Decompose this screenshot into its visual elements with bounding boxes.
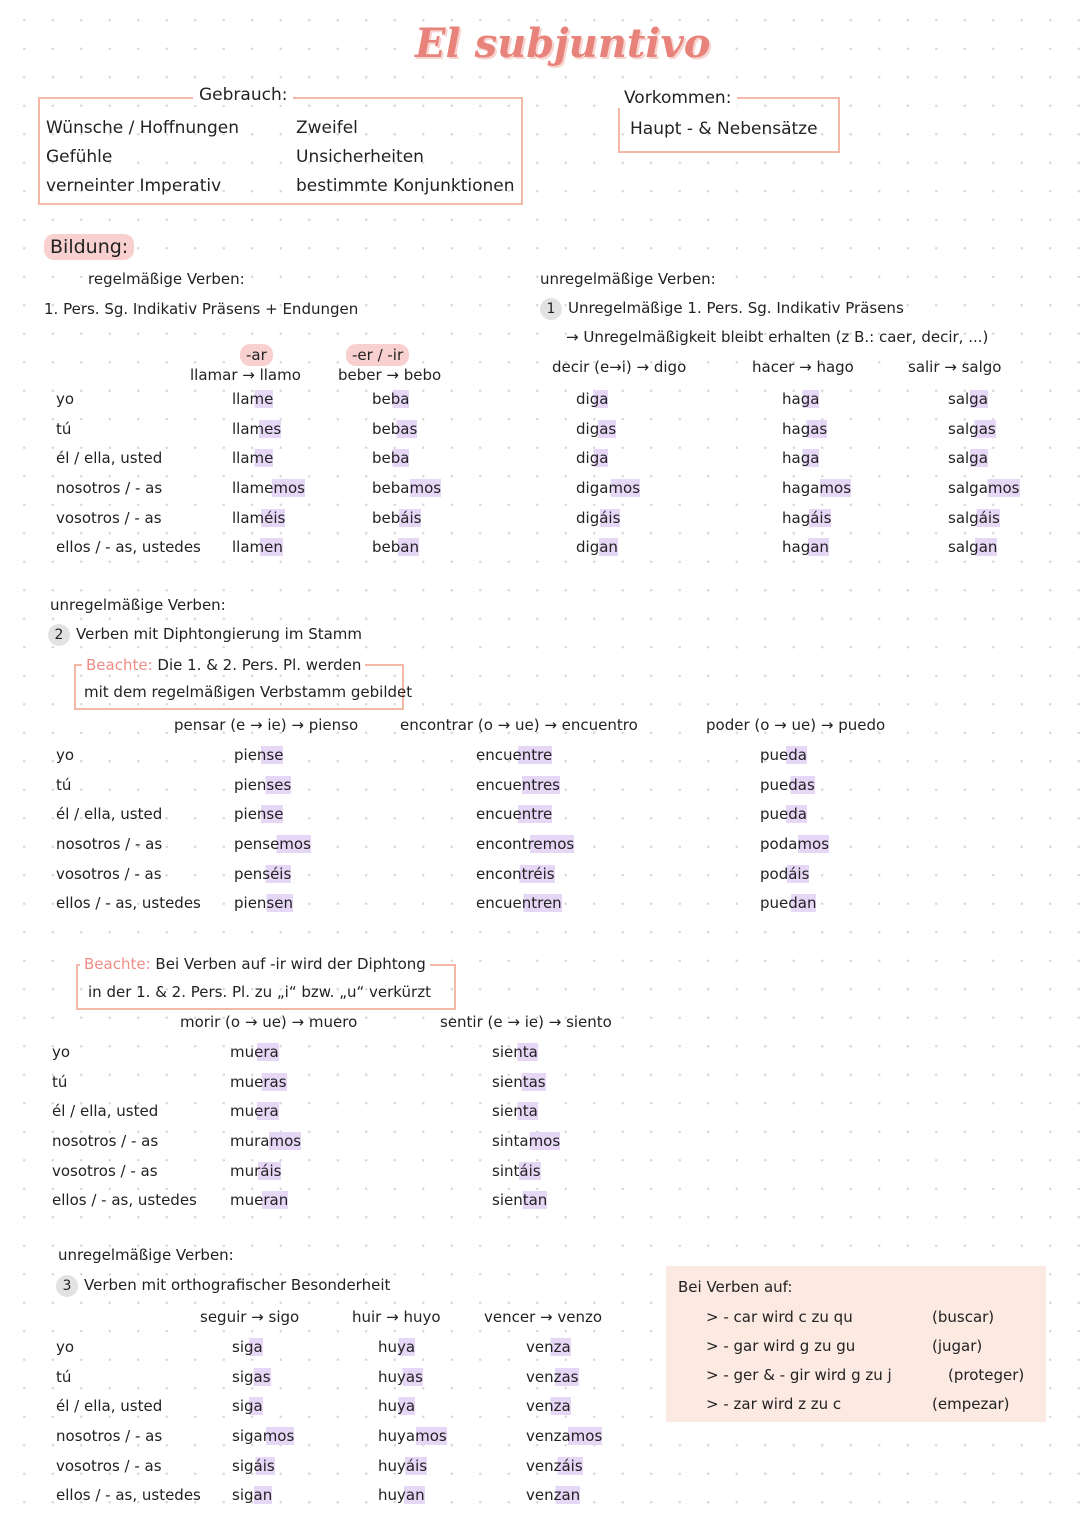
conj-form: haga (782, 449, 820, 468)
note-rule: > - gar wird g zu gu (706, 1337, 856, 1355)
pronoun-list (56, 390, 201, 568)
verb-head: hacer → hago (752, 358, 854, 376)
pronoun: ellos / - as, ustedes (56, 1486, 201, 1505)
bildung-label: Bildung: (44, 234, 134, 260)
vorkommen-text: Haupt - & Nebensätze (630, 119, 818, 139)
conj-form: siga (232, 1338, 263, 1356)
conj-form: beba (372, 449, 410, 468)
conj-form: sigáis (232, 1456, 275, 1475)
conj-form: pueda (760, 746, 807, 764)
pronoun: yo (52, 1043, 71, 1061)
verb-head: huir → huyo (352, 1308, 441, 1326)
note-rule: > - zar wird z zu c (706, 1395, 842, 1413)
beachte2-line-1: Beachte: Bei Verben auf -ir wird der Diphtong (80, 955, 430, 973)
conj-form: llames (232, 419, 282, 438)
regular-heading: regelmäßige Verben: (88, 270, 245, 288)
pronoun-list (52, 1043, 197, 1221)
conj-form: salga (948, 449, 988, 468)
irregular1-rule-line: 1 Unregelmäßige 1. Pers. Sg. Indikativ Präsens (540, 298, 904, 320)
pronoun: vosotros / - as (56, 864, 162, 883)
pronoun: tú (56, 419, 72, 438)
conj-salir (948, 390, 1020, 568)
section2-rule-line: 2 Verben mit Diphtongierung im Stamm (48, 624, 362, 646)
verb-head: sentir (e → ie) → siento (440, 1013, 612, 1031)
pronoun: vosotros / - as (56, 508, 162, 527)
conj-pensar (234, 746, 311, 924)
number-badge: 2 (48, 624, 70, 646)
pronoun: él / ella, usted (56, 1397, 163, 1416)
conj-form: pensemos (234, 835, 311, 854)
conj-form: sintáis (492, 1161, 541, 1180)
conj-form: venza (526, 1397, 571, 1416)
gebrauch-item: Wünsche / Hoffnungen (46, 118, 239, 138)
conj-form: venzáis (526, 1456, 583, 1475)
conj-form: encontremos (476, 835, 575, 854)
conj-form: hagáis (782, 508, 832, 527)
section3-rule-line: 3 Verben mit orthografischer Besonderheit (56, 1275, 390, 1297)
pronoun-list (56, 746, 201, 924)
conj-form: encuentres (476, 775, 560, 794)
pronoun: tú (56, 1367, 72, 1386)
gebrauch-item: Zweifel (296, 118, 358, 138)
conj-form: encuentre (476, 746, 553, 764)
conj-morir (230, 1043, 301, 1221)
note-example: (jugar) (932, 1337, 983, 1355)
conj-form: bebas (372, 419, 418, 438)
pronoun: ellos / - as, ustedes (56, 894, 201, 913)
pronoun-list (56, 1338, 201, 1516)
pronoun: él / ella, usted (52, 1102, 159, 1121)
gebrauch-item: bestimmte Konjunktionen (296, 176, 515, 196)
pronoun: él / ella, usted (56, 805, 163, 824)
conj-form: penséis (234, 864, 292, 883)
beachte-line-2: mit dem regelmäßigen Verbstamm gebildet (84, 683, 413, 701)
irregular1-note: → Unregelmäßigkeit bleibt erhalten (z B.: caer, decir, ...) (566, 328, 989, 346)
conj-form: salgáis (948, 508, 1000, 527)
conj-form: muera (230, 1043, 279, 1061)
number-badge: 1 (540, 298, 562, 320)
conj-seguir (232, 1338, 294, 1516)
pronoun: yo (56, 1338, 75, 1356)
beachte-label: Beachte: (86, 656, 153, 674)
conj-form: muera (230, 1102, 279, 1121)
beachte-line-1: Beachte: Die 1. & 2. Pers. Pl. werden (82, 656, 365, 674)
gebrauch-item: Gefühle (46, 147, 113, 167)
verb-head: decir (e→i) → digo (552, 358, 687, 376)
conj-form: huyas (378, 1367, 423, 1386)
gebrauch-label: Gebrauch: (193, 85, 293, 105)
conj-form: hagas (782, 419, 828, 438)
conj-form: digan (576, 538, 618, 557)
verb-head: salir → salgo (908, 358, 1002, 376)
conj-form: diga (576, 449, 609, 468)
pronoun: nosotros / - as (56, 835, 163, 854)
number-badge: 3 (56, 1275, 78, 1297)
conj-form: encuentren (476, 894, 562, 913)
beachte2-label: Beachte: (84, 955, 151, 973)
conj-form: digáis (576, 508, 621, 527)
conj-sentir (492, 1043, 560, 1221)
section2-heading: unregelmäßige Verben: (50, 596, 226, 614)
conj-form: sienta (492, 1102, 538, 1121)
conj-form: huyáis (378, 1456, 428, 1475)
verb-head: morir (o → ue) → muero (180, 1013, 358, 1031)
conj-form: mueran (230, 1191, 289, 1210)
note-rule: > - car wird c zu qu (706, 1308, 853, 1326)
conj-form: encontréis (476, 864, 555, 883)
conj-form: hagan (782, 538, 829, 557)
verb-head: encontrar (o → ue) → encuentro (400, 716, 638, 734)
conj-form: digamos (576, 479, 641, 498)
pronoun: ellos / - as, ustedes (52, 1191, 197, 1210)
pronoun: tú (52, 1072, 68, 1091)
conj-form: podamos (760, 835, 830, 854)
conj-form: huyamos (378, 1427, 447, 1446)
conj-form: sigan (232, 1486, 273, 1505)
conj-form: siga (232, 1397, 263, 1416)
conj-form: hagamos (782, 479, 852, 498)
conj-form: llame (232, 390, 274, 408)
conj-form: piense (234, 805, 284, 824)
conj-form: llamemos (232, 479, 305, 498)
conj-huir (378, 1338, 447, 1516)
conj-form: venzas (526, 1367, 579, 1386)
conj-form: huya (378, 1397, 416, 1416)
conj-beber (372, 390, 441, 568)
example-ar: llamar → llamo (190, 366, 301, 384)
vorkommen-label: Vorkommen: (618, 88, 737, 108)
verb-head: vencer → venzo (484, 1308, 603, 1326)
conj-form: piensen (234, 894, 293, 913)
conj-form: sigamos (232, 1427, 295, 1446)
pronoun: vosotros / - as (56, 1456, 162, 1475)
pronoun: ellos / - as, ustedes (56, 538, 201, 557)
gebrauch-item: Unsicherheiten (296, 147, 424, 167)
verb-head: pensar (e → ie) → pienso (174, 716, 359, 734)
conj-llamar (232, 390, 305, 568)
conj-form: venzan (526, 1486, 581, 1505)
conj-form: mueras (230, 1072, 287, 1091)
conj-form: encuentre (476, 805, 553, 824)
gebrauch-item: verneinter Imperativ (46, 176, 222, 196)
pronoun: yo (56, 390, 75, 408)
conj-form: muráis (230, 1161, 282, 1180)
irregular1-heading: unregelmäßige Verben: (540, 270, 716, 288)
conj-form: diga (576, 390, 609, 408)
conj-form: digas (576, 419, 617, 438)
conj-form: podáis (760, 864, 810, 883)
pronoun: vosotros / - as (52, 1161, 158, 1180)
conj-encontrar (476, 746, 574, 924)
pronoun: él / ella, usted (56, 449, 163, 468)
beachte2-line-2: in der 1. & 2. Pers. Pl. zu „i“ bzw. „u“ verkürzt (88, 983, 431, 1001)
conj-form: pienses (234, 775, 292, 794)
conj-poder (760, 746, 829, 924)
conj-form: huyan (378, 1486, 425, 1505)
conj-form: sigas (232, 1367, 271, 1386)
conj-form: pueda (760, 805, 807, 824)
conj-form: beba (372, 390, 410, 408)
conj-form: huya (378, 1338, 416, 1356)
note-title: Bei Verben auf: (678, 1278, 793, 1296)
section3-heading: unregelmäßige Verben: (58, 1246, 234, 1264)
conj-form: salgas (948, 419, 996, 438)
gebrauch-left-list (46, 118, 239, 205)
ending-er-ir: -er / -ir (346, 346, 409, 364)
bildung-heading (44, 236, 134, 258)
conj-form: sientan (492, 1191, 548, 1210)
pronoun: nosotros / - as (56, 1427, 163, 1446)
pronoun: yo (56, 746, 75, 764)
conj-form: puedas (760, 775, 815, 794)
pronoun: nosotros / - as (52, 1132, 159, 1151)
conj-form: sintamos (492, 1132, 561, 1151)
note-example: (buscar) (932, 1308, 995, 1326)
conj-form: piense (234, 746, 284, 764)
conj-hacer (782, 390, 851, 568)
conj-form: llamen (232, 538, 283, 557)
conj-vencer (526, 1338, 602, 1516)
conj-form: llame (232, 449, 274, 468)
conj-form: venza (526, 1338, 571, 1356)
page-title: El subjuntivo (415, 20, 711, 67)
conj-form: salgamos (948, 479, 1020, 498)
conj-form: llaméis (232, 508, 286, 527)
regular-rule: 1. Pers. Sg. Indikativ Präsens + Endungen (44, 300, 359, 318)
verb-head: seguir → sigo (200, 1308, 300, 1326)
conj-form: bebáis (372, 508, 422, 527)
gebrauch-right-list (296, 118, 515, 205)
conj-form: salgan (948, 538, 998, 557)
conj-form: beban (372, 538, 419, 557)
verb-head: poder (o → ue) → puedo (706, 716, 886, 734)
pronoun: tú (56, 775, 72, 794)
conj-form: sienta (492, 1043, 538, 1061)
conj-form: venzamos (526, 1427, 603, 1446)
conj-form: bebamos (372, 479, 442, 498)
conj-form: muramos (230, 1132, 302, 1151)
pronoun: nosotros / - as (56, 479, 163, 498)
ending-ar: -ar (240, 346, 273, 364)
conj-form: haga (782, 390, 820, 408)
note-example: (empezar) (932, 1395, 1010, 1413)
note-rule: > - ger & - gir wird g zu j (706, 1366, 892, 1384)
conj-form: puedan (760, 894, 817, 913)
example-er: beber → bebo (338, 366, 442, 384)
note-example: (proteger) (948, 1366, 1025, 1384)
conj-form: sientas (492, 1072, 546, 1091)
conj-form: salga (948, 390, 988, 408)
conj-decir (576, 390, 640, 568)
